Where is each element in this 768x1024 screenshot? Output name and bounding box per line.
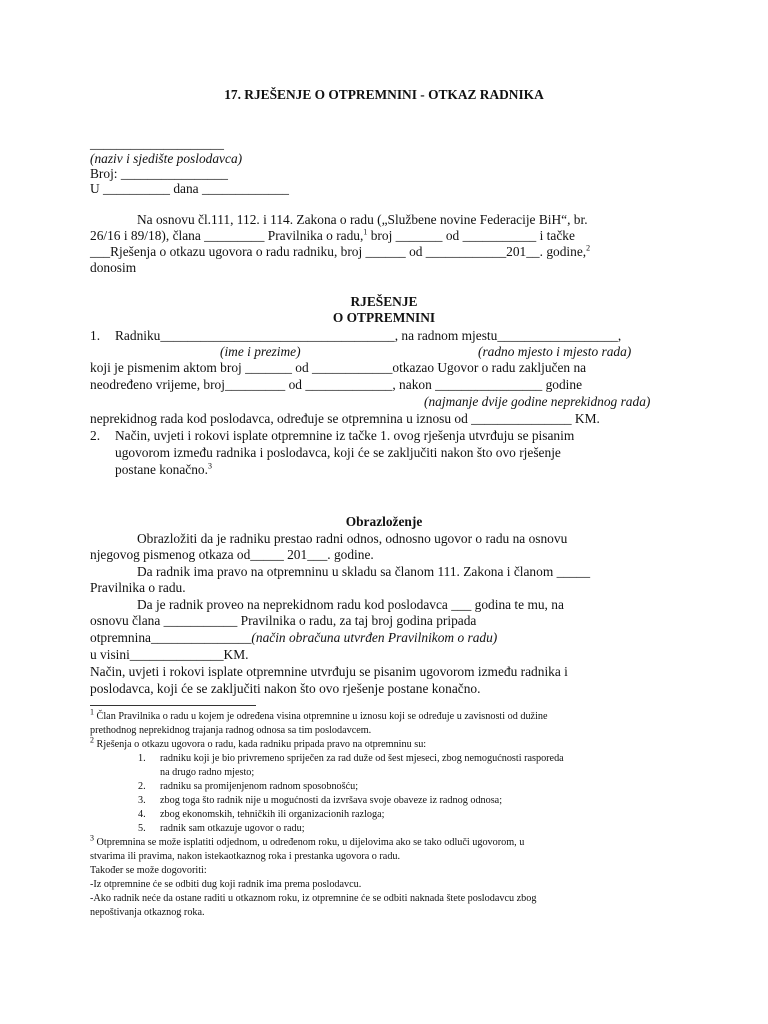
point-2-line-3-text: postane konačno. [115, 462, 208, 477]
place-date-line: U __________ dana _____________ [90, 181, 289, 196]
point-2-line-1: Način, uvjeti i rokovi isplate otpremnine iz tačke 1. ovog rješenja utvrđuju se pisanim [115, 428, 575, 443]
footnote-3-line-1 [90, 833, 525, 849]
point-2-line-2: ugovorom između radnika i poslodavca, koji će se zaključiti nakon što ovo rješenje [115, 445, 561, 460]
calc-method-hint: (način obračuna utvrđen Pravilnikom o radu) [251, 630, 498, 645]
decision-title-1: RJEŠENJE [350, 294, 418, 309]
reasoning-line-3: Da radnik ima pravo na otpremninu u skladu sa članom 111. Zakona i članom _____ [137, 564, 591, 579]
intro-line-2 [90, 228, 575, 244]
reasoning-line-7-text: otpremnina_______________ [90, 630, 252, 645]
footnote-3-mark: 3 [90, 833, 94, 843]
point-1-line-4: neprekidnog rada kod poslodavca, određuje se otpremnina u iznosu od _______________ KM. [90, 411, 600, 426]
reasoning-line-1: Obrazložiti da je radniku prestao radni odnos, odnosno ugovor o radu na osnovu [137, 531, 568, 546]
point-1-number: 1. [90, 328, 101, 343]
employer-blank-line: ____________________ [90, 136, 224, 151]
reasoning-line-10: poslodavca, koji će se zaključiti nakon što ovo rješenje postane konačno. [90, 681, 481, 696]
point-1-line-1: Radniku___________________________________, na radnom mjestu__________________, [115, 328, 622, 343]
intro-line-2-tail: broj _______ od ___________ i tačke [370, 228, 575, 243]
list-item-text: zbog ekonomskih, tehničkih ili organizacionih razloga; [160, 809, 385, 820]
list-item-number: 3. [138, 795, 146, 806]
reasoning-line-5: Da je radnik proveo na neprekidnom radu kod poslodavca ___ godina te mu, na [137, 597, 564, 612]
point-2-number: 2. [90, 428, 101, 443]
list-item-text: radniku koji je bio privremeno spriječen za rad duže od šest mjeseci, zbog nemogućnosti rasporeda [160, 753, 564, 764]
footnote-separator [90, 705, 256, 706]
footnote-1-text: Član Pravilnika o radu u kojem je određena visina otpremnine u iznosu koji se određuje u zavisnosti od dužine [96, 711, 548, 722]
intro-line-3-text: ___Rješenja o otkazu ugovora o radu radniku, broj ______ od ____________201__. godine, [90, 244, 587, 259]
reasoning-line-4: Pravilnika o radu. [90, 580, 186, 595]
list-item-text: radnik sam otkazuje ugovor o radu; [160, 823, 305, 834]
list-item-number: 1. [138, 753, 146, 764]
reasoning-line-8: u visini______________KM. [90, 647, 249, 662]
hint-post: (radno mjesto i mjesto rada) [478, 344, 632, 359]
list-item-number: 4. [138, 809, 146, 820]
intro-line-2-text: 26/16 i 89/18), člana _________ Pravilnika o radu, [90, 228, 364, 243]
reasoning-line-9: Način, uvjeti i rokovi isplate otpremnine utvrđuju se pisanim ugovorom između radnika i [90, 664, 568, 679]
list-item-number: 2. [138, 781, 146, 792]
reasoning-line-6: osnovu člana ___________ Pravilnika o radu, za taj broj godina pripada [90, 613, 477, 628]
intro-line-4: donosim [90, 260, 137, 275]
footnote-3-line-3: Također se može dogovoriti: [90, 865, 207, 876]
footnote-1-mark: 1 [90, 707, 94, 717]
intro-line-3 [90, 244, 590, 260]
hint-years: (najmanje dvije godine neprekidnog rada) [424, 394, 651, 409]
footnote-2 [90, 735, 427, 751]
footnote-3-line-2: stvarima ili pravima, nakon istekaotkaznog roka i prestanka ugovora o radu. [90, 851, 401, 862]
list-item-text: na drugo radno mjesto; [160, 767, 255, 778]
list-item-text: zbog toga što radnik nije u mogućnosti da izvršava svoje obaveze iz radnog odnosa; [160, 795, 503, 806]
hint-name: (ime i prezime) [220, 344, 301, 359]
footnote-mark-2: 2 [586, 243, 591, 253]
point-1-line-2: koji je pismenim aktom broj _______ od ____________otkazao Ugovor o radu zaključen na [90, 360, 587, 375]
decision-title-2: O OTPREMNINI [332, 310, 436, 325]
footnote-3-line-6: nepoštivanja otkaznog roka. [90, 907, 205, 918]
footnote-3-line-5: -Ako radnik neće da ostane raditi u otkaznom roku, iz otpremnine će se odbiti naknada štete poslodavcu zbog [90, 893, 537, 904]
footnote-3-line-4: -Iz otpremnine će se odbiti dug koji radnik ima prema poslodavcu. [90, 879, 362, 890]
intro-line-1: Na osnovu čl.111, 112. i 114. Zakona o radu („Službene novine Federacije BiH“, br. [137, 212, 588, 227]
footnote-2-text: Rješenja o otkazu ugovora o radu, kada radniku pripada pravo na otpremninu su: [96, 739, 427, 750]
list-item-number: 5. [138, 823, 146, 834]
footnote-3-text: Otpremnina se može isplatiti odjednom, u određenom roku, u dijelovima ako se tako odluči ugovorom, u [96, 837, 525, 848]
reasoning-line-2: njegovog pismenog otkaza od_____ 201___. godine. [90, 547, 374, 562]
footnote-2-mark: 2 [90, 735, 94, 745]
footnote-1-line-2: prethodnog neprekidnog trajanja radnog odnosa sa tim poslodavcem. [90, 725, 372, 736]
document-title: 17. RJEŠENJE O OTPREMNINI - OTKAZ RADNIKA [224, 87, 544, 102]
point-2-line-3 [115, 462, 212, 478]
broj-line: Broj: ________________ [90, 166, 228, 181]
point-1-line-3: neodređeno vrijeme, broj_________ od _____________, nakon ________________ godine [90, 377, 583, 392]
reasoning-line-7 [90, 630, 497, 646]
footnote-1-line-1 [90, 707, 548, 723]
reasoning-title: Obrazloženje [345, 514, 423, 529]
footnote-mark-1: 1 [363, 227, 368, 237]
footnote-mark-3: 3 [207, 461, 212, 471]
employer-hint: (naziv i sjedište poslodavca) [90, 151, 243, 166]
list-item-text: radniku sa promijenjenom radnom sposobnošću; [160, 781, 359, 792]
